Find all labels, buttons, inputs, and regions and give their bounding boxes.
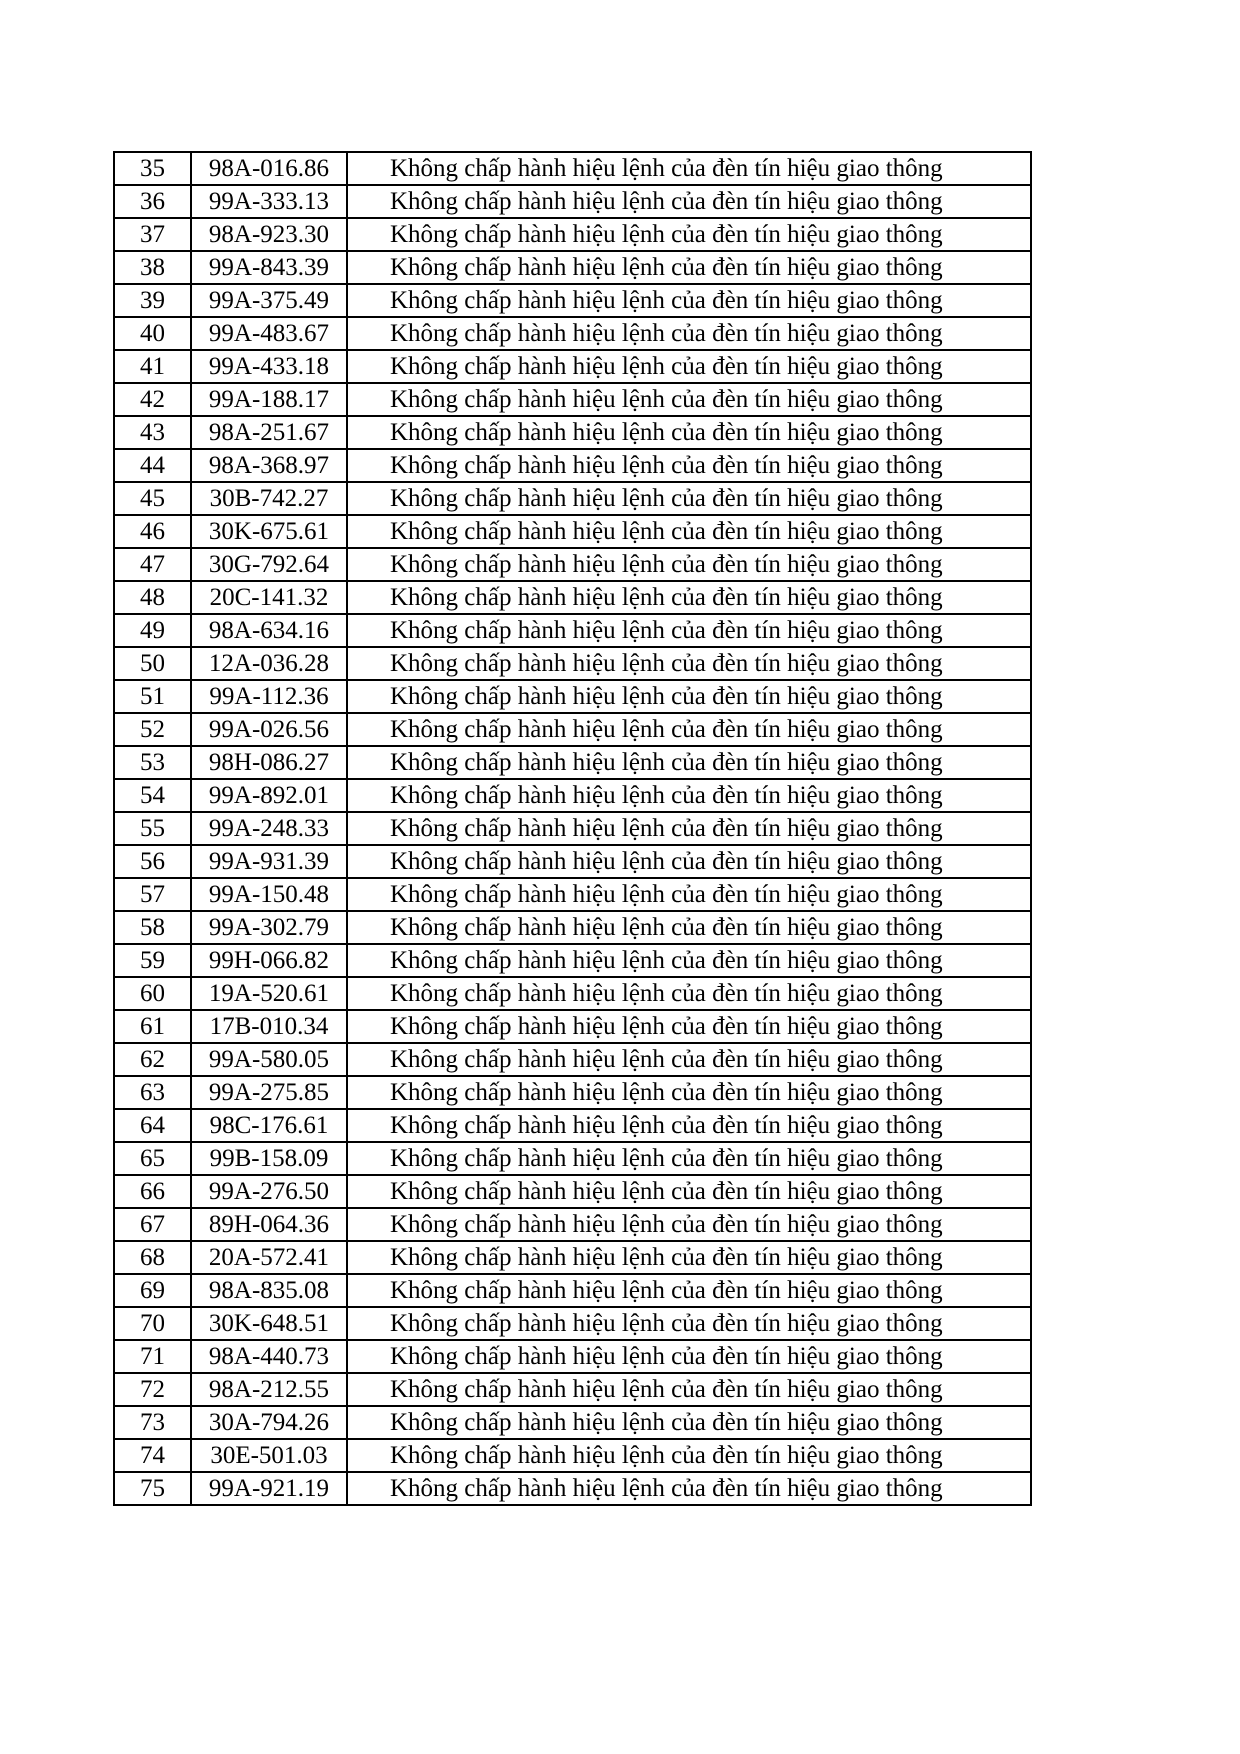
- table-row: [114, 977, 1031, 1010]
- row-number-cell: 74: [114, 1439, 191, 1472]
- license-plate-cell: 98A-440.73: [191, 1340, 347, 1373]
- row-number-cell: 61: [114, 1010, 191, 1043]
- license-plate-cell: 20A-572.41: [191, 1241, 347, 1274]
- table-row: [114, 1373, 1031, 1406]
- row-number-cell: 47: [114, 548, 191, 581]
- license-plate-cell: 99A-333.13: [191, 185, 347, 218]
- license-plate-cell: 99A-433.18: [191, 350, 347, 383]
- violation-cell: Không chấp hành hiệu lệnh của đèn tín hiệu giao thông: [347, 218, 1031, 251]
- violation-cell: Không chấp hành hiệu lệnh của đèn tín hiệu giao thông: [347, 581, 1031, 614]
- violation-cell: Không chấp hành hiệu lệnh của đèn tín hiệu giao thông: [347, 1340, 1031, 1373]
- table-row: [114, 1109, 1031, 1142]
- row-number-cell: 66: [114, 1175, 191, 1208]
- violation-cell: Không chấp hành hiệu lệnh của đèn tín hiệu giao thông: [347, 713, 1031, 746]
- row-number-cell: 63: [114, 1076, 191, 1109]
- license-plate-cell: 30B-742.27: [191, 482, 347, 515]
- violation-cell: Không chấp hành hiệu lệnh của đèn tín hiệu giao thông: [347, 647, 1031, 680]
- violation-cell: Không chấp hành hiệu lệnh của đèn tín hiệu giao thông: [347, 1472, 1031, 1505]
- row-number-cell: 59: [114, 944, 191, 977]
- table-row: [114, 1307, 1031, 1340]
- table-row: [114, 218, 1031, 251]
- license-plate-cell: 99A-580.05: [191, 1043, 347, 1076]
- license-plate-cell: 98A-923.30: [191, 218, 347, 251]
- license-plate-cell: 99A-921.19: [191, 1472, 347, 1505]
- table-row: [114, 614, 1031, 647]
- violation-cell: Không chấp hành hiệu lệnh của đèn tín hiệu giao thông: [347, 1010, 1031, 1043]
- license-plate-cell: 98A-368.97: [191, 449, 347, 482]
- table-row: [114, 548, 1031, 581]
- license-plate-cell: 99A-275.85: [191, 1076, 347, 1109]
- license-plate-cell: 98A-835.08: [191, 1274, 347, 1307]
- violation-cell: Không chấp hành hiệu lệnh của đèn tín hiệu giao thông: [347, 1274, 1031, 1307]
- row-number-cell: 43: [114, 416, 191, 449]
- license-plate-cell: 99H-066.82: [191, 944, 347, 977]
- table-row: [114, 1274, 1031, 1307]
- violation-cell: Không chấp hành hiệu lệnh của đèn tín hiệu giao thông: [347, 1307, 1031, 1340]
- row-number-cell: 58: [114, 911, 191, 944]
- violation-cell: Không chấp hành hiệu lệnh của đèn tín hiệu giao thông: [347, 1076, 1031, 1109]
- license-plate-cell: 20C-141.32: [191, 581, 347, 614]
- violation-cell: Không chấp hành hiệu lệnh của đèn tín hiệu giao thông: [347, 779, 1031, 812]
- license-plate-cell: 12A-036.28: [191, 647, 347, 680]
- license-plate-cell: 99A-483.67: [191, 317, 347, 350]
- table-row: [114, 251, 1031, 284]
- license-plate-cell: 99A-150.48: [191, 878, 347, 911]
- license-plate-cell: 98A-212.55: [191, 1373, 347, 1406]
- table-row: [114, 812, 1031, 845]
- license-plate-cell: 89H-064.36: [191, 1208, 347, 1241]
- table-row: [114, 1043, 1031, 1076]
- license-plate-cell: 98A-634.16: [191, 614, 347, 647]
- violation-cell: Không chấp hành hiệu lệnh của đèn tín hiệu giao thông: [347, 1109, 1031, 1142]
- table-row: [114, 944, 1031, 977]
- row-number-cell: 68: [114, 1241, 191, 1274]
- license-plate-cell: 98A-016.86: [191, 152, 347, 185]
- table-row: [114, 581, 1031, 614]
- violation-cell: Không chấp hành hiệu lệnh của đèn tín hiệu giao thông: [347, 1373, 1031, 1406]
- violation-cell: Không chấp hành hiệu lệnh của đèn tín hiệu giao thông: [347, 251, 1031, 284]
- license-plate-cell: 99A-026.56: [191, 713, 347, 746]
- table-row: [114, 383, 1031, 416]
- table-row: [114, 746, 1031, 779]
- table-row: [114, 845, 1031, 878]
- table-row: [114, 1010, 1031, 1043]
- row-number-cell: 50: [114, 647, 191, 680]
- row-number-cell: 40: [114, 317, 191, 350]
- table-row: [114, 1076, 1031, 1109]
- table-row: [114, 779, 1031, 812]
- violation-cell: Không chấp hành hiệu lệnh của đèn tín hiệu giao thông: [347, 1208, 1031, 1241]
- violation-cell: Không chấp hành hiệu lệnh của đèn tín hiệu giao thông: [347, 416, 1031, 449]
- table-row: [114, 1208, 1031, 1241]
- row-number-cell: 54: [114, 779, 191, 812]
- violation-cell: Không chấp hành hiệu lệnh của đèn tín hiệu giao thông: [347, 1175, 1031, 1208]
- row-number-cell: 53: [114, 746, 191, 779]
- row-number-cell: 37: [114, 218, 191, 251]
- violations-table: [113, 151, 1032, 1506]
- license-plate-cell: 99B-158.09: [191, 1142, 347, 1175]
- row-number-cell: 67: [114, 1208, 191, 1241]
- violation-cell: Không chấp hành hiệu lệnh của đèn tín hiệu giao thông: [347, 977, 1031, 1010]
- table-row: [114, 350, 1031, 383]
- violation-cell: Không chấp hành hiệu lệnh của đèn tín hiệu giao thông: [347, 1142, 1031, 1175]
- row-number-cell: 65: [114, 1142, 191, 1175]
- license-plate-cell: 99A-276.50: [191, 1175, 347, 1208]
- violation-cell: Không chấp hành hiệu lệnh của đèn tín hiệu giao thông: [347, 482, 1031, 515]
- violation-cell: Không chấp hành hiệu lệnh của đèn tín hiệu giao thông: [347, 185, 1031, 218]
- row-number-cell: 60: [114, 977, 191, 1010]
- row-number-cell: 62: [114, 1043, 191, 1076]
- row-number-cell: 56: [114, 845, 191, 878]
- table-row: [114, 1241, 1031, 1274]
- license-plate-cell: 30K-648.51: [191, 1307, 347, 1340]
- table-row: [114, 1142, 1031, 1175]
- violation-cell: Không chấp hành hiệu lệnh của đèn tín hiệu giao thông: [347, 911, 1031, 944]
- violation-cell: Không chấp hành hiệu lệnh của đèn tín hiệu giao thông: [347, 1439, 1031, 1472]
- violation-cell: Không chấp hành hiệu lệnh của đèn tín hiệu giao thông: [347, 1406, 1031, 1439]
- row-number-cell: 41: [114, 350, 191, 383]
- row-number-cell: 42: [114, 383, 191, 416]
- table-row: [114, 515, 1031, 548]
- violation-cell: Không chấp hành hiệu lệnh của đèn tín hiệu giao thông: [347, 548, 1031, 581]
- table-row: [114, 1340, 1031, 1373]
- violation-cell: Không chấp hành hiệu lệnh của đèn tín hiệu giao thông: [347, 449, 1031, 482]
- row-number-cell: 72: [114, 1373, 191, 1406]
- license-plate-cell: 99A-302.79: [191, 911, 347, 944]
- table-row: [114, 1406, 1031, 1439]
- row-number-cell: 69: [114, 1274, 191, 1307]
- row-number-cell: 49: [114, 614, 191, 647]
- table-body: [114, 152, 1031, 1505]
- violation-cell: Không chấp hành hiệu lệnh của đèn tín hiệu giao thông: [347, 152, 1031, 185]
- license-plate-cell: 99A-188.17: [191, 383, 347, 416]
- violation-cell: Không chấp hành hiệu lệnh của đèn tín hiệu giao thông: [347, 845, 1031, 878]
- license-plate-cell: 99A-375.49: [191, 284, 347, 317]
- license-plate-cell: 30A-794.26: [191, 1406, 347, 1439]
- license-plate-cell: 99A-248.33: [191, 812, 347, 845]
- table-row: [114, 647, 1031, 680]
- license-plate-cell: 99A-843.39: [191, 251, 347, 284]
- row-number-cell: 52: [114, 713, 191, 746]
- table-row: [114, 284, 1031, 317]
- violation-cell: Không chấp hành hiệu lệnh của đèn tín hiệu giao thông: [347, 317, 1031, 350]
- license-plate-cell: 99A-112.36: [191, 680, 347, 713]
- row-number-cell: 46: [114, 515, 191, 548]
- table-row: [114, 713, 1031, 746]
- license-plate-cell: 98H-086.27: [191, 746, 347, 779]
- row-number-cell: 73: [114, 1406, 191, 1439]
- table-row: [114, 878, 1031, 911]
- violation-cell: Không chấp hành hiệu lệnh của đèn tín hiệu giao thông: [347, 746, 1031, 779]
- row-number-cell: 55: [114, 812, 191, 845]
- license-plate-cell: 99A-931.39: [191, 845, 347, 878]
- row-number-cell: 64: [114, 1109, 191, 1142]
- license-plate-cell: 19A-520.61: [191, 977, 347, 1010]
- license-plate-cell: 30E-501.03: [191, 1439, 347, 1472]
- row-number-cell: 44: [114, 449, 191, 482]
- row-number-cell: 57: [114, 878, 191, 911]
- violation-cell: Không chấp hành hiệu lệnh của đèn tín hiệu giao thông: [347, 680, 1031, 713]
- row-number-cell: 45: [114, 482, 191, 515]
- row-number-cell: 70: [114, 1307, 191, 1340]
- table-row: [114, 482, 1031, 515]
- violation-cell: Không chấp hành hiệu lệnh của đèn tín hiệu giao thông: [347, 878, 1031, 911]
- row-number-cell: 38: [114, 251, 191, 284]
- violation-cell: Không chấp hành hiệu lệnh của đèn tín hiệu giao thông: [347, 383, 1031, 416]
- violation-cell: Không chấp hành hiệu lệnh của đèn tín hiệu giao thông: [347, 515, 1031, 548]
- table-row: [114, 680, 1031, 713]
- violation-cell: Không chấp hành hiệu lệnh của đèn tín hiệu giao thông: [347, 614, 1031, 647]
- table-row: [114, 185, 1031, 218]
- table-row: [114, 911, 1031, 944]
- license-plate-cell: 30G-792.64: [191, 548, 347, 581]
- license-plate-cell: 98A-251.67: [191, 416, 347, 449]
- violation-cell: Không chấp hành hiệu lệnh của đèn tín hiệu giao thông: [347, 944, 1031, 977]
- table-row: [114, 1439, 1031, 1472]
- license-plate-cell: 99A-892.01: [191, 779, 347, 812]
- table-row: [114, 416, 1031, 449]
- row-number-cell: 48: [114, 581, 191, 614]
- violation-cell: Không chấp hành hiệu lệnh của đèn tín hiệu giao thông: [347, 1241, 1031, 1274]
- violation-cell: Không chấp hành hiệu lệnh của đèn tín hiệu giao thông: [347, 1043, 1031, 1076]
- violation-cell: Không chấp hành hiệu lệnh của đèn tín hiệu giao thông: [347, 350, 1031, 383]
- table-row: [114, 449, 1031, 482]
- table-row: [114, 1175, 1031, 1208]
- row-number-cell: 35: [114, 152, 191, 185]
- row-number-cell: 36: [114, 185, 191, 218]
- row-number-cell: 39: [114, 284, 191, 317]
- table-row: [114, 1472, 1031, 1505]
- license-plate-cell: 17B-010.34: [191, 1010, 347, 1043]
- violation-cell: Không chấp hành hiệu lệnh của đèn tín hiệu giao thông: [347, 812, 1031, 845]
- table-row: [114, 152, 1031, 185]
- row-number-cell: 51: [114, 680, 191, 713]
- row-number-cell: 71: [114, 1340, 191, 1373]
- license-plate-cell: 98C-176.61: [191, 1109, 347, 1142]
- table-row: [114, 317, 1031, 350]
- violation-cell: Không chấp hành hiệu lệnh của đèn tín hiệu giao thông: [347, 284, 1031, 317]
- license-plate-cell: 30K-675.61: [191, 515, 347, 548]
- row-number-cell: 75: [114, 1472, 191, 1505]
